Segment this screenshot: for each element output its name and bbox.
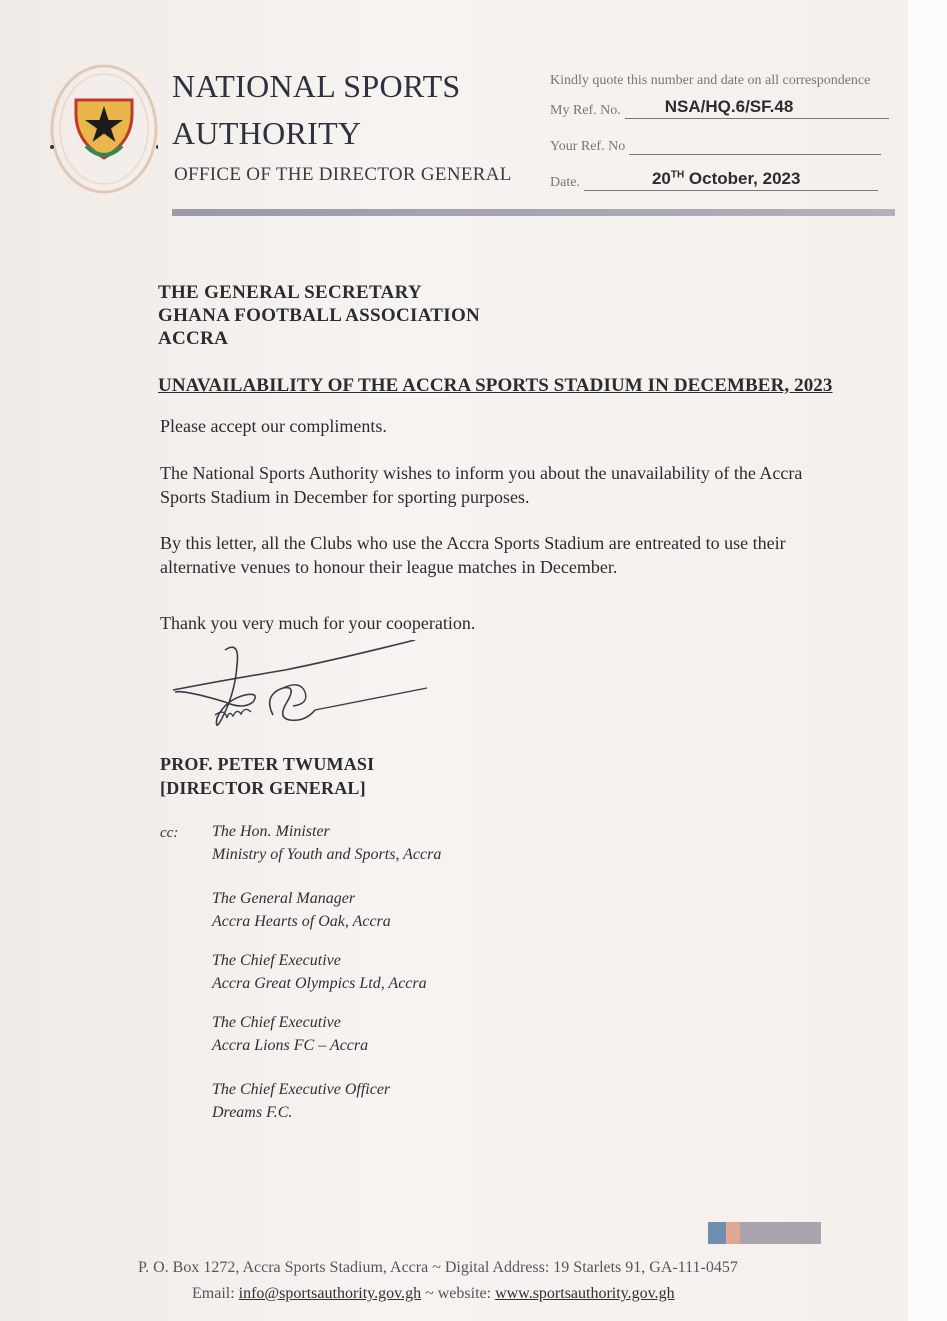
cc-entry bbox=[212, 949, 427, 995]
cc-entry bbox=[212, 1011, 368, 1057]
page-margin bbox=[908, 0, 947, 1321]
your-ref-row bbox=[550, 136, 881, 155]
my-ref-row bbox=[550, 97, 889, 119]
signatory-name: PROF. PETER TWUMASI bbox=[160, 754, 375, 774]
handwritten-signature-icon bbox=[165, 640, 435, 750]
cc-entry-title: The General Manager bbox=[212, 890, 356, 907]
body-paragraph-4: Thank you very much for your cooperation. bbox=[160, 613, 476, 633]
org-name-line2: AUTHORITY bbox=[172, 115, 362, 151]
org-name-line1: NATIONAL SPORTS bbox=[172, 68, 461, 104]
cc-entry-org: Dreams F.C. bbox=[212, 1104, 293, 1121]
cc-entry-org: Accra Lions FC – Accra bbox=[212, 1037, 369, 1054]
quote-note: Kindly quote this number and date on all correspondence bbox=[550, 73, 871, 88]
cc-entry-title: The Hon. Minister bbox=[212, 823, 330, 840]
ghana-star-seal-icon bbox=[46, 62, 158, 196]
website-separator: ~ website: bbox=[425, 1285, 492, 1302]
cc-label: cc: bbox=[160, 825, 179, 841]
color-bar-segment bbox=[726, 1222, 740, 1244]
body-paragraph-1: Please accept our compliments. bbox=[160, 416, 387, 436]
letter-page bbox=[40, 0, 908, 1321]
website-link[interactable]: www.sportsauthority.gov.gh bbox=[495, 1285, 675, 1302]
cc-entry bbox=[212, 887, 391, 933]
recipient-address bbox=[158, 281, 480, 350]
cc-entry bbox=[212, 1078, 390, 1124]
office-title: OFFICE OF THE DIRECTOR GENERAL bbox=[174, 164, 512, 185]
letter-subject: UNAVAILABILITY OF THE ACCRA SPORTS STADIUM IN DECEMBER, 2023 bbox=[158, 375, 833, 396]
cc-entry bbox=[212, 820, 441, 866]
cc-entry-org: Accra Great Olympics Ltd, Accra bbox=[212, 975, 427, 992]
date-label: Date. bbox=[550, 175, 580, 190]
date-suffix: TH bbox=[670, 169, 685, 181]
your-ref-label: Your Ref. No bbox=[550, 139, 626, 154]
your-ref-line bbox=[629, 136, 881, 155]
cc-entry-org: Ministry of Youth and Sports, Accra bbox=[212, 846, 442, 863]
recipient-line1: THE GENERAL SECRETARY bbox=[158, 282, 422, 303]
cc-entry-title: The Chief Executive bbox=[212, 952, 341, 969]
my-ref-value: NSA/HQ.6/SF.48 bbox=[664, 97, 794, 116]
signatory-title: [DIRECTOR GENERAL] bbox=[160, 778, 366, 798]
body-paragraph-2: The National Sports Authority wishes to inform you about the unavailability of the Accra Sports Stadium in December for sporting purposes. bbox=[160, 463, 803, 507]
signatory-block bbox=[160, 752, 374, 800]
recipient-line3: ACCRA bbox=[158, 328, 229, 349]
cc-entry-org: Accra Hearts of Oak, Accra bbox=[212, 913, 391, 930]
footer-contact bbox=[192, 1285, 675, 1303]
cc-entry-title: The Chief Executive bbox=[212, 1014, 341, 1031]
color-bar-segment bbox=[740, 1222, 821, 1244]
my-ref-label: My Ref. No. bbox=[550, 103, 621, 118]
date-row bbox=[550, 169, 878, 191]
my-ref-line bbox=[625, 97, 889, 119]
email-link[interactable]: info@sportsauthority.gov.gh bbox=[238, 1285, 422, 1302]
recipient-line2: GHANA FOOTBALL ASSOCIATION bbox=[158, 305, 481, 326]
footer-color-bar bbox=[708, 1222, 821, 1244]
date-rest: October, 2023 bbox=[684, 169, 801, 188]
date-line bbox=[584, 169, 878, 191]
header-rule bbox=[172, 209, 895, 216]
cc-entry-title: The Chief Executive Officer bbox=[212, 1081, 391, 1098]
body-paragraph-3: By this letter, all the Clubs who use the Accra Sports Stadium are entreated to use their alternative venues to honour their league matches in December. bbox=[160, 533, 786, 577]
email-label: Email: bbox=[192, 1285, 235, 1302]
date-day: 20 bbox=[651, 169, 671, 188]
date-value bbox=[652, 169, 801, 189]
color-bar-segment bbox=[708, 1222, 726, 1244]
footer-address: P. O. Box 1272, Accra Sports Stadium, Accra ~ Digital Address: 19 Starlets 91, GA-111-0457 bbox=[138, 1259, 738, 1276]
